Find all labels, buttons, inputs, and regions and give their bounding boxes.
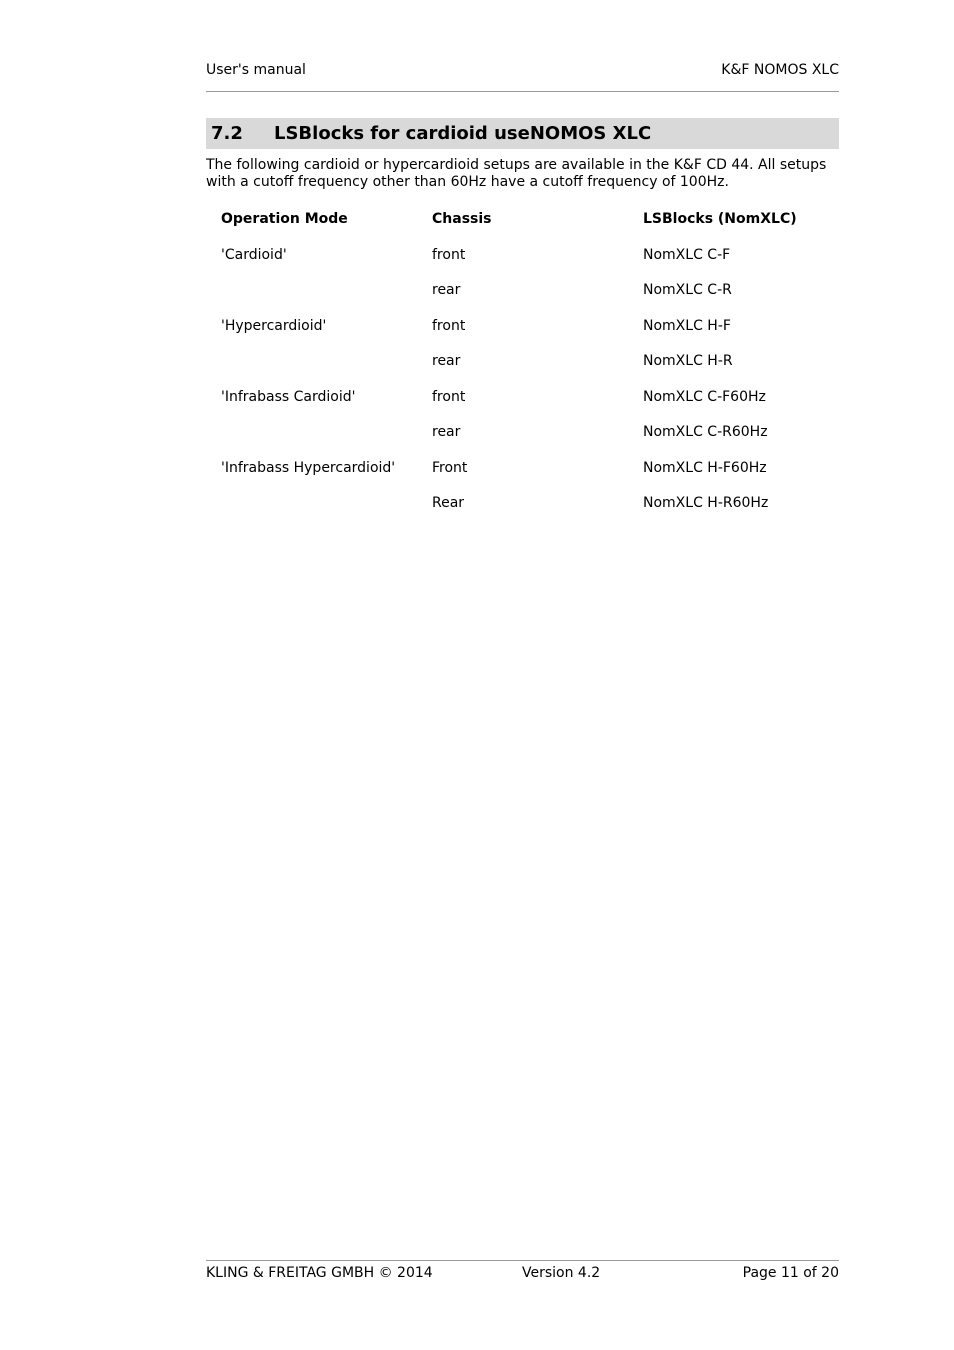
column-header-lsblocks: LSBlocks (NomXLC) [643,211,797,227]
chassis-cell: rear [432,282,461,298]
lsblock-cell: NomXLC C-F60Hz [643,388,766,405]
lsblock-cell: NomXLC H-F60Hz [643,459,767,476]
lsblock-cell: NomXLC C-F [643,246,731,263]
header-product-name: K&F NOMOS XLC [721,62,839,78]
operation-mode-cell: 'Infrabass Cardioid' [221,388,356,405]
header-document-type: User's manual [206,62,306,78]
table-row [206,237,839,273]
table-row [206,379,839,415]
page-header [206,61,839,81]
chassis-cell: Rear [432,495,465,511]
table-row [206,450,839,486]
chassis-cell: Front [432,459,468,476]
page-footer [206,1264,839,1284]
table-header-row [206,201,839,237]
table-row [206,485,839,521]
chassis-cell: front [432,317,466,334]
table-row [206,308,839,344]
footer-divider [206,1260,839,1261]
header-divider [206,91,839,92]
intro-paragraph: The following cardioid or hypercardioid setups are available in the K&F CD 44. All setups with a cutoff frequency other than 60Hz have a cutoff frequency of 100Hz. [206,157,827,190]
footer-version: Version 4.2 [522,1265,601,1281]
chassis-cell: front [432,246,466,263]
table-row [206,414,839,450]
column-header-operation-mode: Operation Mode [221,211,348,227]
footer-copyright: KLING & FREITAG GMBH © 2014 [206,1265,433,1281]
section-title: LSBlocks for cardioid useNOMOS XLC [274,123,652,144]
section-heading [206,118,839,149]
operation-mode-cell: 'Hypercardioid' [221,317,327,334]
footer-page-number: Page 11 of 20 [742,1265,839,1281]
operation-mode-cell: 'Infrabass Hypercardioid' [221,459,396,476]
table-row [206,272,839,308]
table-row [206,343,839,379]
operation-mode-cell: 'Cardioid' [221,246,287,263]
setup-table [206,201,839,521]
chassis-cell: front [432,388,466,405]
lsblock-cell: NomXLC H-F [643,317,731,334]
lsblock-cell: NomXLC H-R60Hz [643,495,769,511]
lsblock-cell: NomXLC C-R [643,282,732,298]
column-header-chassis: Chassis [432,211,492,227]
chassis-cell: rear [432,353,461,369]
chassis-cell: rear [432,424,461,440]
lsblock-cell: NomXLC H-R [643,353,733,369]
lsblock-cell: NomXLC C-R60Hz [643,424,768,440]
section-number: 7.2 [211,123,243,144]
